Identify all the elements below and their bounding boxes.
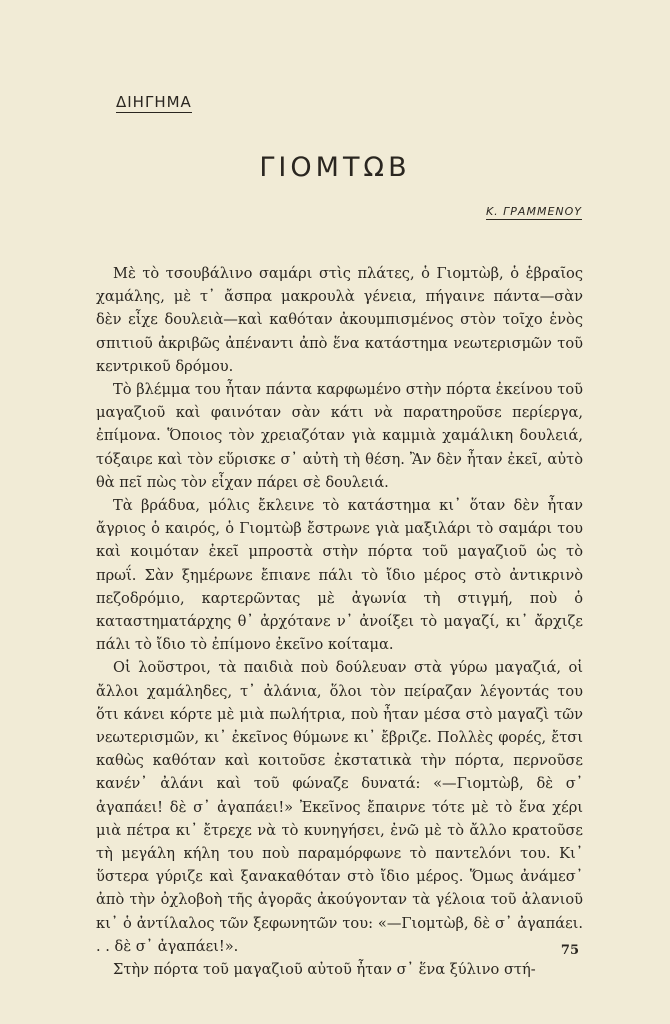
page-number: 75: [560, 943, 579, 958]
paragraph: Στὴν πόρτα τοῦ μαγαζιοῦ αὐτοῦ ἦταν σ᾽ ἕνα ξύλινο στή-: [113, 961, 536, 979]
paragraph: Οἱ λοῦστροι, τὰ παιδιὰ ποὺ δούλευαν στὰ γύρω μαγαζιά, οἱ ἄλλοι χαμάληδες, τ᾽ ἀλάνια, ὅλοι τὸν πείραζαν λέγοντάς του ὅτι κάνει κόρτε μὲ μιὰ πωλήτρια, ποὺ ἦταν μέσα στὸ μαγαζὶ τῶν νεωτερισμῶν, κι᾽ ἐκεῖνος θύμωνε κι᾽ ἔβριζε. Πολλὲς φορές, ἔτσι καθὼς καθόταν καὶ κοιτοῦσε ἐκστατικὰ τὴν πόρτα, περνοῦσε κανέν᾽ ἀλάνι καὶ τοῦ φώναζε δυνατά: «—Γιομτὼβ, δὲ σ᾽ ἀγαπάει! δὲ σ᾽ ἀγαπάει!» Ἐκεῖνος ἔπαιρνε τότε μὲ τὸ ἕνα χέρι μιὰ πέτρα κι᾽ ἔτρεχε νὰ τὸ κυνηγήσει, ἐνῶ μὲ τὸ ἄλλο κρατοῦσε τὴ μεγάλη κήλη του ποὺ παραμόρφωνε τὸ παντελόνι του. Κι᾽ ὕστερα γύριζε καὶ ξανακαθόταν στὸ ἴδιο μέρος. Ὅμως ἀνάμεσ᾽ ἀπὸ τὴν ὀχλοβοὴ τῆς ἀγορᾶς ἀκούγονταν τὰ γέλοια τοῦ ἀλανιοῦ κι᾽ ὁ ἀντίλαλος τῶν ξεφωνητῶν του: «—Γιομτὼβ, δὲ σ᾽ ἀγαπάει. . . δὲ σ᾽ ἀγαπάει!».: [96, 659, 583, 955]
paragraph: Τὰ βράδυα, μόλις ἔκλεινε τὸ κατάστημα κι᾽ ὅταν δὲν ἦταν ἄγριος ὁ καιρός, ὁ Γιομτὼβ ἔστρωνε γιὰ μαξιλάρι τὸ σαμάρι του καὶ κοιμόταν ἐκεῖ μπροστὰ στὴν πόρτα τοῦ μαγαζιοῦ ὡς τὸ πρωΐ. Σὰν ξημέρωνε ἔπιανε πάλι τὸ ἴδιο μέρος στὸ ἀντικρινὸ πεζοδρόμιο, καρτερῶντας μὲ ἀγωνία τὴ στιγμή, ποὺ ὁ καταστηματάρχης θ᾽ ἀρχότανε ν᾽ ἀνοίξει τὸ μαγαζί, κι᾽ ἄρχιζε πάλι τὸ ἴδιο τὸ ἐπίμονο ἐκεῖνο κοίταμα.: [96, 497, 583, 654]
story-body: [96, 262, 583, 981]
paragraph: Τὸ βλέμμα του ἦταν πάντα καρφωμένο στὴν πόρτα ἐκείνου τοῦ μαγαζιοῦ καὶ φαινόταν σὰν κάτι νὰ παρατηροῦσε περίεργα, ἐπίμονα. Ὅποιος τὸν χρειαζόταν γιὰ καμμιὰ χαμάλικη δουλειά, τόξαιρε καὶ τὸν εὕρισκε σ᾽ αὐτὴ τὴ θέση. Ἂν δὲν ἦταν ἐκεῖ, αὐτὸ θὰ πεῖ πὼς τὸν εἶχαν πάρει σὲ δουλειά.: [96, 381, 583, 491]
story-title: ΓΙΟΜΤΩΒ: [259, 152, 411, 183]
section-label: ΔΙΗΓΗΜΑ: [116, 93, 192, 111]
author-name: Κ. ΓΡΑΜΜΕΝΟΥ: [485, 205, 582, 218]
paragraph: Μὲ τὸ τσουβάλινο σαμάρι στὶς πλάτες, ὁ Γιομτὼβ, ὁ ἑβραῖος χαμάλης, μὲ τ᾽ ἄσπρα μακρουλὰ γένεια, πήγαινε πάντα—σὰν δὲν εἶχε δουλειὰ—καὶ καθόταν ἀκουμπισμένος στὸν τοῖχο ἑνὸς σπιτιοῦ ἀκριβῶς ἀπέναντι ἀπὸ ἕνα κατάστημα νεωτερισμῶν τοῦ κεντρικοῦ δρόμου.: [96, 265, 583, 375]
